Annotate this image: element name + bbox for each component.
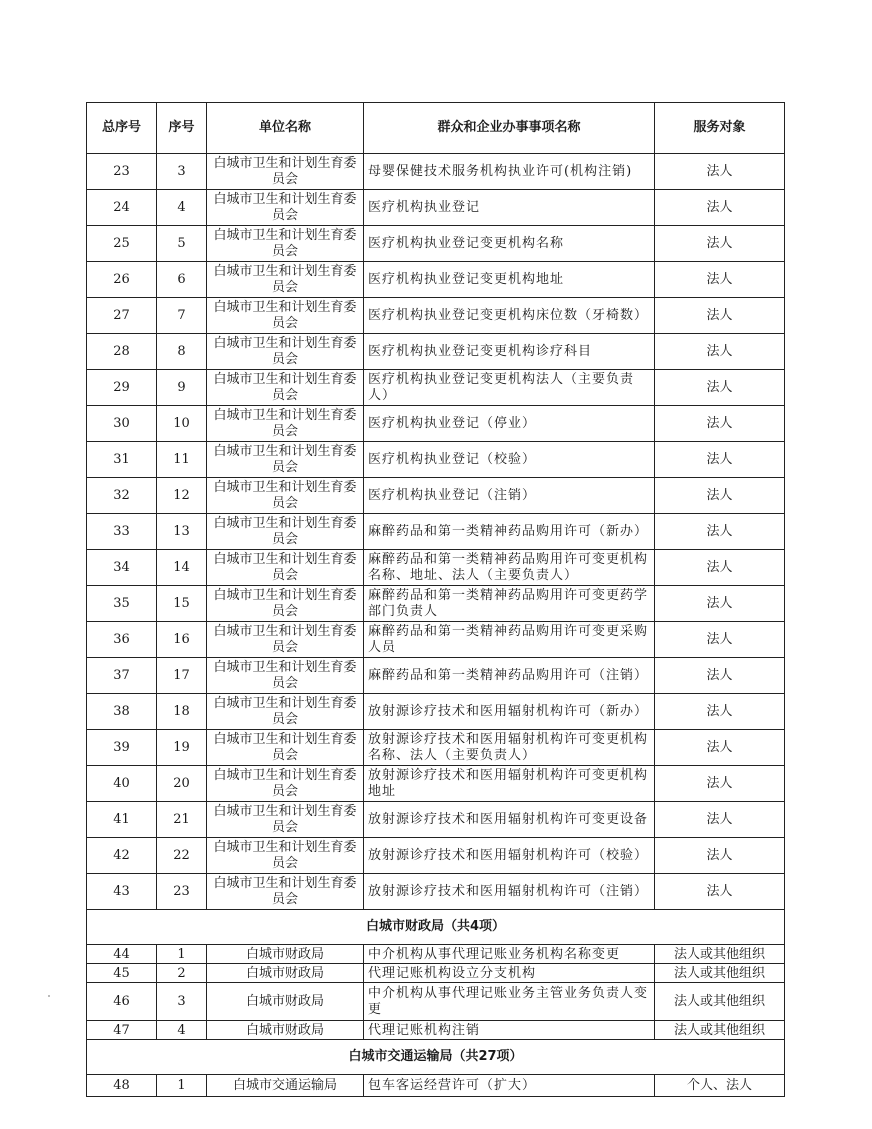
cell-service-target: 法人或其他组织 xyxy=(655,945,785,964)
cell-total-seq: 42 xyxy=(87,838,157,874)
cell-seq: 9 xyxy=(157,370,207,406)
cell-item-name: 医疗机构执业登记（注销） xyxy=(364,478,655,514)
cell-seq: 20 xyxy=(157,766,207,802)
table-row xyxy=(87,1021,785,1040)
cell-unit-name: 白城市交通运输局 xyxy=(207,1075,364,1097)
cell-item-name: 医疗机构执业登记变更机构法人（主要负责人） xyxy=(364,370,655,406)
cell-total-seq: 40 xyxy=(87,766,157,802)
table-row xyxy=(87,838,785,874)
cell-seq: 23 xyxy=(157,874,207,910)
cell-service-target: 法人 xyxy=(655,262,785,298)
cell-seq: 14 xyxy=(157,550,207,586)
section-row-transport xyxy=(87,1040,785,1075)
cell-service-target: 法人 xyxy=(655,802,785,838)
cell-service-target: 法人 xyxy=(655,478,785,514)
cell-total-seq: 46 xyxy=(87,983,157,1021)
service-items-table xyxy=(86,102,785,1097)
cell-unit-name: 白城市卫生和计划生育委员会 xyxy=(207,442,364,478)
cell-total-seq: 44 xyxy=(87,945,157,964)
cell-seq: 2 xyxy=(157,964,207,983)
cell-item-name: 代理记账机构设立分支机构 xyxy=(364,964,655,983)
cell-item-name: 放射源诊疗技术和医用辐射机构许可变更设备 xyxy=(364,802,655,838)
cell-service-target: 法人 xyxy=(655,838,785,874)
table-row xyxy=(87,442,785,478)
cell-total-seq: 34 xyxy=(87,550,157,586)
cell-total-seq: 27 xyxy=(87,298,157,334)
table-row xyxy=(87,226,785,262)
table-row xyxy=(87,370,785,406)
table-row xyxy=(87,406,785,442)
cell-item-name: 医疗机构执业登记变更机构名称 xyxy=(364,226,655,262)
cell-seq: 5 xyxy=(157,226,207,262)
cell-seq: 13 xyxy=(157,514,207,550)
cell-seq: 1 xyxy=(157,1075,207,1097)
cell-total-seq: 48 xyxy=(87,1075,157,1097)
cell-item-name: 麻醉药品和第一类精神药品购用许可变更药学部门负责人 xyxy=(364,586,655,622)
header-total-seq: 总序号 xyxy=(87,103,157,154)
cell-seq: 1 xyxy=(157,945,207,964)
cell-item-name: 麻醉药品和第一类精神药品购用许可变更机构名称、地址、法人（主要负责人） xyxy=(364,550,655,586)
header-item: 群众和企业办事事项名称 xyxy=(364,103,655,154)
table-row xyxy=(87,766,785,802)
cell-item-name: 代理记账机构注销 xyxy=(364,1021,655,1040)
cell-unit-name: 白城市卫生和计划生育委员会 xyxy=(207,334,364,370)
cell-total-seq: 28 xyxy=(87,334,157,370)
cell-total-seq: 26 xyxy=(87,262,157,298)
cell-item-name: 中介机构从事代理记账业务机构名称变更 xyxy=(364,945,655,964)
cell-seq: 7 xyxy=(157,298,207,334)
cell-unit-name: 白城市卫生和计划生育委员会 xyxy=(207,514,364,550)
cell-unit-name: 白城市卫生和计划生育委员会 xyxy=(207,478,364,514)
table-row xyxy=(87,983,785,1021)
cell-item-name: 麻醉药品和第一类精神药品购用许可（注销） xyxy=(364,658,655,694)
section-title-finance: 白城市财政局（共4项） xyxy=(87,910,785,945)
cell-unit-name: 白城市卫生和计划生育委员会 xyxy=(207,694,364,730)
cell-service-target: 法人 xyxy=(655,334,785,370)
cell-seq: 19 xyxy=(157,730,207,766)
cell-total-seq: 43 xyxy=(87,874,157,910)
cell-unit-name: 白城市财政局 xyxy=(207,945,364,964)
table-row xyxy=(87,802,785,838)
cell-total-seq: 38 xyxy=(87,694,157,730)
cell-total-seq: 33 xyxy=(87,514,157,550)
cell-service-target: 个人、法人 xyxy=(655,1075,785,1097)
table-row xyxy=(87,658,785,694)
cell-seq: 3 xyxy=(157,983,207,1021)
cell-total-seq: 25 xyxy=(87,226,157,262)
cell-total-seq: 32 xyxy=(87,478,157,514)
cell-service-target: 法人 xyxy=(655,874,785,910)
cell-service-target: 法人 xyxy=(655,442,785,478)
cell-item-name: 医疗机构执业登记 xyxy=(364,190,655,226)
cell-item-name: 中介机构从事代理记账业务主管业务负责人变更 xyxy=(364,983,655,1021)
cell-seq: 10 xyxy=(157,406,207,442)
cell-service-target: 法人或其他组织 xyxy=(655,1021,785,1040)
cell-service-target: 法人 xyxy=(655,586,785,622)
cell-item-name: 包车客运经营许可（扩大） xyxy=(364,1075,655,1097)
cell-total-seq: 23 xyxy=(87,154,157,190)
cell-unit-name: 白城市卫生和计划生育委员会 xyxy=(207,730,364,766)
cell-service-target: 法人或其他组织 xyxy=(655,983,785,1021)
table-row xyxy=(87,334,785,370)
cell-seq: 15 xyxy=(157,586,207,622)
section-row-finance xyxy=(87,910,785,945)
cell-unit-name: 白城市卫生和计划生育委员会 xyxy=(207,658,364,694)
cell-service-target: 法人 xyxy=(655,154,785,190)
cell-total-seq: 37 xyxy=(87,658,157,694)
cell-seq: 11 xyxy=(157,442,207,478)
cell-unit-name: 白城市卫生和计划生育委员会 xyxy=(207,226,364,262)
cell-seq: 4 xyxy=(157,1021,207,1040)
cell-service-target: 法人 xyxy=(655,550,785,586)
cell-unit-name: 白城市卫生和计划生育委员会 xyxy=(207,874,364,910)
cell-service-target: 法人 xyxy=(655,658,785,694)
cell-item-name: 医疗机构执业登记变更机构床位数（牙椅数） xyxy=(364,298,655,334)
table-row xyxy=(87,154,785,190)
cell-item-name: 医疗机构执业登记（校验） xyxy=(364,442,655,478)
table-row xyxy=(87,945,785,964)
table-row xyxy=(87,694,785,730)
table-row xyxy=(87,550,785,586)
cell-total-seq: 36 xyxy=(87,622,157,658)
cell-unit-name: 白城市卫生和计划生育委员会 xyxy=(207,154,364,190)
cell-total-seq: 30 xyxy=(87,406,157,442)
cell-seq: 22 xyxy=(157,838,207,874)
table-row xyxy=(87,874,785,910)
cell-unit-name: 白城市卫生和计划生育委员会 xyxy=(207,586,364,622)
cell-unit-name: 白城市卫生和计划生育委员会 xyxy=(207,802,364,838)
cell-service-target: 法人 xyxy=(655,766,785,802)
cell-unit-name: 白城市卫生和计划生育委员会 xyxy=(207,622,364,658)
cell-unit-name: 白城市卫生和计划生育委员会 xyxy=(207,766,364,802)
cell-seq: 8 xyxy=(157,334,207,370)
cell-seq: 6 xyxy=(157,262,207,298)
cell-unit-name: 白城市卫生和计划生育委员会 xyxy=(207,550,364,586)
cell-unit-name: 白城市财政局 xyxy=(207,964,364,983)
cell-seq: 4 xyxy=(157,190,207,226)
cell-total-seq: 39 xyxy=(87,730,157,766)
cell-total-seq: 24 xyxy=(87,190,157,226)
cell-seq: 16 xyxy=(157,622,207,658)
cell-unit-name: 白城市卫生和计划生育委员会 xyxy=(207,370,364,406)
cell-item-name: 麻醉药品和第一类精神药品购用许可（新办） xyxy=(364,514,655,550)
cell-total-seq: 35 xyxy=(87,586,157,622)
section-title-transport: 白城市交通运输局（共27项） xyxy=(87,1040,785,1075)
cell-seq: 18 xyxy=(157,694,207,730)
cell-item-name: 麻醉药品和第一类精神药品购用许可变更采购人员 xyxy=(364,622,655,658)
cell-total-seq: 45 xyxy=(87,964,157,983)
cell-service-target: 法人 xyxy=(655,298,785,334)
table-row xyxy=(87,262,785,298)
table-row xyxy=(87,514,785,550)
table-header-row xyxy=(87,103,785,154)
cell-item-name: 放射源诊疗技术和医用辐射机构许可变更机构地址 xyxy=(364,766,655,802)
table-row xyxy=(87,586,785,622)
cell-unit-name: 白城市卫生和计划生育委员会 xyxy=(207,298,364,334)
cell-seq: 21 xyxy=(157,802,207,838)
cell-item-name: 医疗机构执业登记变更机构地址 xyxy=(364,262,655,298)
table-row xyxy=(87,190,785,226)
cell-service-target: 法人 xyxy=(655,622,785,658)
header-seq: 序号 xyxy=(157,103,207,154)
cell-service-target: 法人 xyxy=(655,370,785,406)
cell-item-name: 放射源诊疗技术和医用辐射机构许可（新办） xyxy=(364,694,655,730)
table-row xyxy=(87,622,785,658)
cell-seq: 17 xyxy=(157,658,207,694)
table-row xyxy=(87,730,785,766)
cell-total-seq: 47 xyxy=(87,1021,157,1040)
cell-unit-name: 白城市卫生和计划生育委员会 xyxy=(207,262,364,298)
cell-unit-name: 白城市卫生和计划生育委员会 xyxy=(207,838,364,874)
cell-total-seq: 29 xyxy=(87,370,157,406)
cell-service-target: 法人 xyxy=(655,694,785,730)
cell-item-name: 医疗机构执业登记变更机构诊疗科目 xyxy=(364,334,655,370)
scan-speck xyxy=(48,995,50,997)
cell-service-target: 法人 xyxy=(655,406,785,442)
header-target: 服务对象 xyxy=(655,103,785,154)
cell-service-target: 法人或其他组织 xyxy=(655,964,785,983)
table-row xyxy=(87,478,785,514)
cell-total-seq: 41 xyxy=(87,802,157,838)
cell-total-seq: 31 xyxy=(87,442,157,478)
cell-item-name: 医疗机构执业登记（停业） xyxy=(364,406,655,442)
header-unit: 单位名称 xyxy=(207,103,364,154)
cell-item-name: 放射源诊疗技术和医用辐射机构许可（校验） xyxy=(364,838,655,874)
cell-service-target: 法人 xyxy=(655,190,785,226)
cell-unit-name: 白城市财政局 xyxy=(207,1021,364,1040)
cell-service-target: 法人 xyxy=(655,226,785,262)
table-row xyxy=(87,964,785,983)
cell-seq: 3 xyxy=(157,154,207,190)
table-row xyxy=(87,1075,785,1097)
cell-seq: 12 xyxy=(157,478,207,514)
cell-item-name: 母婴保健技术服务机构执业许可(机构注销) xyxy=(364,154,655,190)
cell-service-target: 法人 xyxy=(655,514,785,550)
cell-unit-name: 白城市卫生和计划生育委员会 xyxy=(207,406,364,442)
cell-service-target: 法人 xyxy=(655,730,785,766)
cell-item-name: 放射源诊疗技术和医用辐射机构许可变更机构名称、法人（主要负责人） xyxy=(364,730,655,766)
cell-item-name: 放射源诊疗技术和医用辐射机构许可（注销） xyxy=(364,874,655,910)
table-row xyxy=(87,298,785,334)
cell-unit-name: 白城市卫生和计划生育委员会 xyxy=(207,190,364,226)
cell-unit-name: 白城市财政局 xyxy=(207,983,364,1021)
